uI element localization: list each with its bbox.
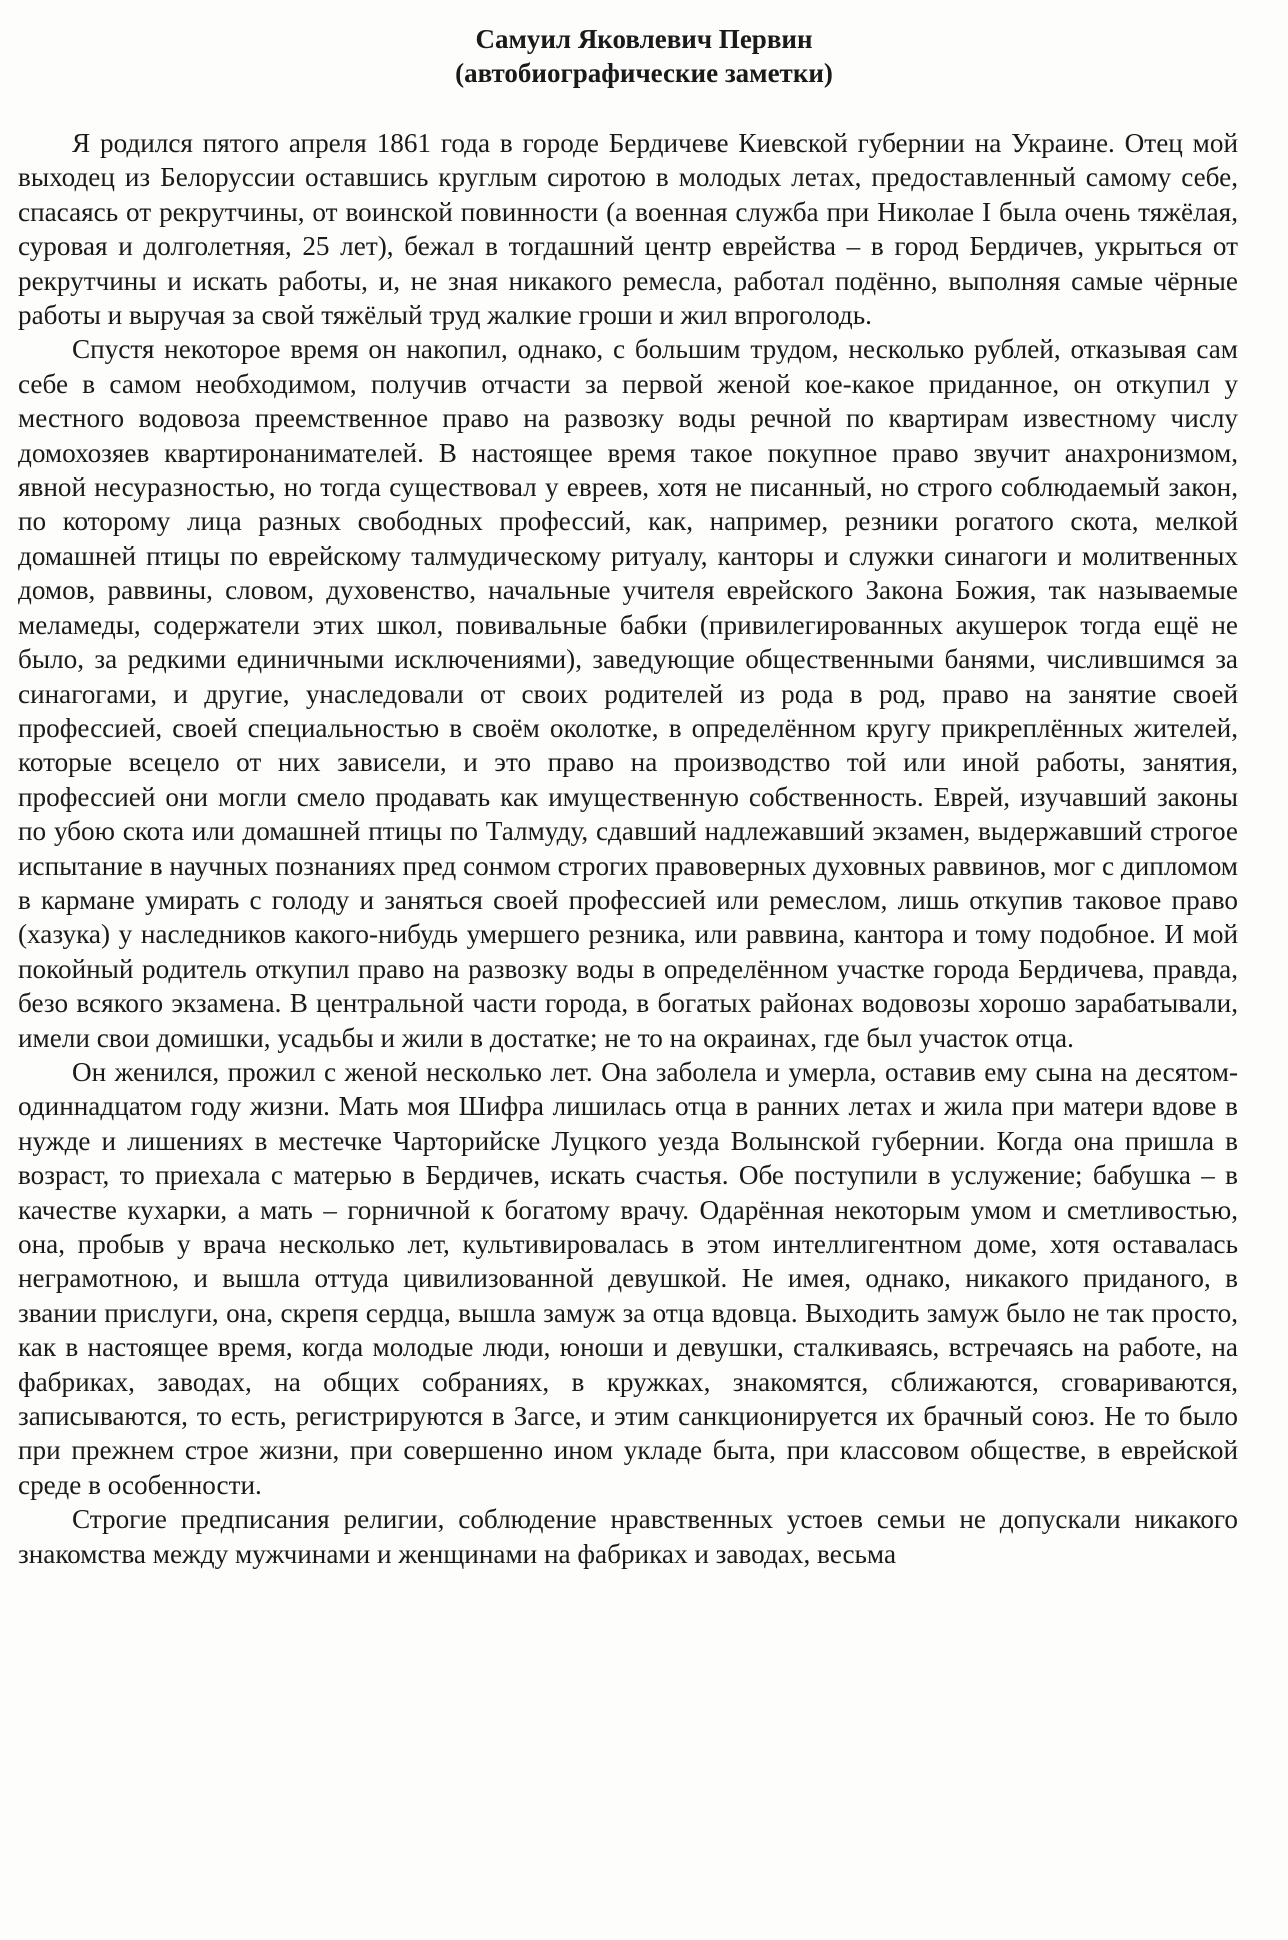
paragraph: Он женился, прожил с женой несколько лет. Она заболела и умерла, оставив ему сына на десятом-одиннадцатом году жизни. Мать моя Шифра лишилась отца в ранних летах и жила при матери вдове в нужде и лишениях в местечке Чарторийске Луцкого уезда Волынской губернии. Когда она пришла в возраст, то приехала с матерью в Бердичев, искать счастья. Обе поступили в услужение; бабушка – в качестве кухарки, а мать – горничной к богатому врачу. Одарённая некоторым умом и сметливостью, она, пробыв у врача несколько лет, культивировалась в этом интеллигентном доме, хотя оставалась неграмотною, и вышла оттуда цивилизованной девушкой. Не имея, однако, никакого приданого, в звании прислуги, она, скрепя сердца, вышла замуж за отца вдовца. Выходить замуж было не так просто, как в настоящее время, когда молодые люди, юноши и девушки, сталкиваясь, встречаясь на работе, на фабриках, заводах, на общих собраниях, в кружках, знакомятся, сближаются, сговариваются, записываются, то есть, регистрируются в Загсе, и этим санкционируется их брачный союз. Не то было при прежнем строе жизни, при совершенно ином укладе быта, при классовом обществе, в еврейской среде в особенности. [18,1056,1238,1500]
document-subtitle: (автобиографические заметки) [455,58,833,88]
paragraph: Спустя некоторое время он накопил, однако, с большим трудом, несколько рублей, отказывая сам себе в самом необходимом, получив отчасти за первой женой кое-какое приданное, он откупил у местного водовоза преемственное право на развозку воды речной по квартирам известному числу домохозяев квартиронанимателей. В настоящее время такое покупное право звучит анахронизмом, явной несуразностью, но тогда существовал у евреев, хотя не писанный, но строго соблюдаемый закон, по которому лица разных свободных профессий, как, например, резники рогатого скота, мелкой домашней птицы по еврейскому талмудическому ритуалу, канторы и служки синагоги и молитвенных домов, раввины, словом, духовенство, начальные учителя еврейского Закона Божия, так называемые меламеды, содержатели этих школ, повивальные бабки (привилегированных акушерок тогда ещё не было, за редкими единичными исключениями), заведующие общественными банями, числившимся за синагогами, и другие, унаследовали от своих родителей из рода в род, право на занятие своей профессией, своей специальностью в своём околотке, в определённом кругу прикреплённых жителей, которые всецело от них зависели, и это право на производство той или иной работы, занятия, профессией они могли смело продавать как имущественную собственность. Еврей, изучавший законы по убою скота или домашней птицы по Талмуду, сдавший надлежавший экзамен, выдержавший строгое испытание в научных познаниях пред сонмом строгих правоверных духовных раввинов, мог с дипломом в кармане умирать с голоду и заняться своей профессией или ремеслом, лишь откупив таковое право (хазука) у наследников какого-нибудь умершего резника, или раввина, кантора и тому подобное. И мой покойный родитель откупил право на развозку воды в определённом участке города Бердичева, правда, безо всякого экзамена. В центральной части города, в богатых районах водовозы хорошо зарабатывали, имели свои домишки, усадьбы и жили в достатке; не то на окраинах, где был участок отца. [18,334,1238,1053]
document-title: Самуил Яковлевич Первин [475,24,813,54]
document-body [18,126,1238,1571]
paragraph: Строгие предписания религии, соблюдение нравственных устоев семьи не допускали никакого знакомства между мужчинами и женщинами на фабриках и заводах, весьма [18,1504,1238,1569]
document-header [0,22,1288,90]
paragraph: Я родился пятого апреля 1861 года в городе Бердичеве Киевской губернии на Украине. Отец мой выходец из Белоруссии оставшись круглым сиротою в молодых летах, предоставленный самому себе, спасаясь от рекрутчины, от воинской повинности (а военная служба при Николае I была очень тяжёлая, суровая и долголетняя, 25 лет), бежал в тогдашний центр еврейства – в город Бердичев, укрыться от рекрутчины и искать работы, и, не зная никакого ремесла, работал подённо, выполняя самые чёрные работы и выручая за свой тяжёлый труд жалкие гроши и жил впроголодь. [18,128,1238,331]
